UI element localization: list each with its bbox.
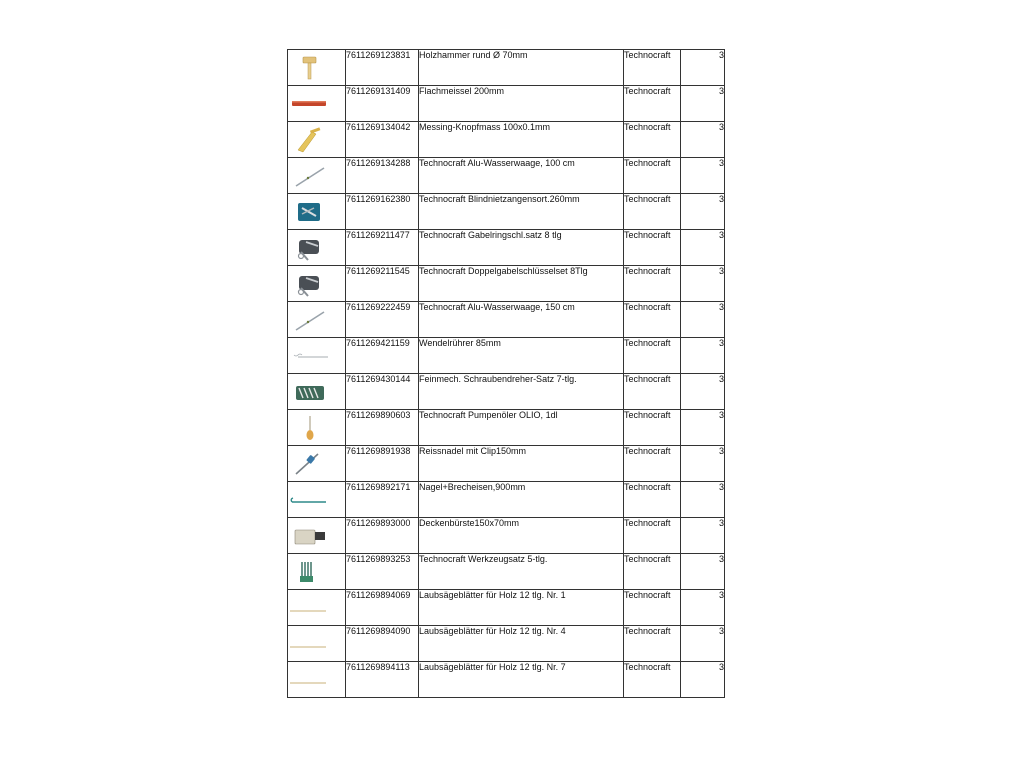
description-text: Deckenbürste150x70mm xyxy=(419,518,520,528)
brand-cell xyxy=(624,266,681,302)
ean-text: 7611269134042 xyxy=(346,122,411,132)
ean-text: 7611269892171 xyxy=(346,482,411,492)
brand-cell xyxy=(624,626,681,662)
table-row xyxy=(288,662,725,698)
ean-text: 7611269894113 xyxy=(346,662,410,672)
table-row xyxy=(288,86,725,122)
quantity-cell xyxy=(681,158,725,194)
table-row xyxy=(288,590,725,626)
brand-text: Technocraft xyxy=(624,230,671,240)
description-cell xyxy=(419,662,624,698)
quantity-cell xyxy=(681,230,725,266)
ean-text: 7611269894069 xyxy=(346,590,411,600)
description-cell xyxy=(419,230,624,266)
brand-text: Technocraft xyxy=(624,590,671,600)
brand-cell xyxy=(624,86,681,122)
flat-chisel-icon xyxy=(288,86,345,122)
table-row xyxy=(288,158,725,194)
product-image-cell xyxy=(288,230,346,266)
ean-text: 7611269893253 xyxy=(346,554,411,564)
ean-text: 7611269211545 xyxy=(346,266,410,276)
quantity-text: 3 xyxy=(718,662,724,672)
brand-text: Technocraft xyxy=(624,626,671,636)
ean-cell xyxy=(346,266,419,302)
table-row xyxy=(288,338,725,374)
ean-text: 7611269123831 xyxy=(346,50,411,60)
brand-cell xyxy=(624,590,681,626)
brand-cell xyxy=(624,446,681,482)
description-text: Messing-Knopfmass 100x0.1mm xyxy=(419,122,551,132)
screwdriver-set-icon xyxy=(288,374,345,410)
brand-text: Technocraft xyxy=(624,266,671,276)
brand-cell xyxy=(624,662,681,698)
ean-cell xyxy=(346,374,419,410)
scriber-icon xyxy=(288,446,345,482)
product-image-cell xyxy=(288,374,346,410)
brand-text: Technocraft xyxy=(624,158,671,168)
product-image-cell xyxy=(288,158,346,194)
brand-cell xyxy=(624,374,681,410)
quantity-text: 3 xyxy=(718,446,724,456)
product-image-cell xyxy=(288,626,346,662)
description-cell xyxy=(419,590,624,626)
brand-cell xyxy=(624,554,681,590)
description-cell xyxy=(419,302,624,338)
table-row xyxy=(288,410,725,446)
quantity-cell xyxy=(681,122,725,158)
wrench-set-icon xyxy=(288,230,345,266)
table-row xyxy=(288,194,725,230)
table-row xyxy=(288,374,725,410)
ean-cell xyxy=(346,302,419,338)
description-cell xyxy=(419,86,624,122)
ean-cell xyxy=(346,122,419,158)
table-row xyxy=(288,446,725,482)
description-cell xyxy=(419,122,624,158)
quantity-cell xyxy=(681,482,725,518)
description-cell xyxy=(419,158,624,194)
saw-blade-icon xyxy=(288,626,345,662)
description-cell xyxy=(419,50,624,86)
ean-cell xyxy=(346,554,419,590)
table-row xyxy=(288,230,725,266)
quantity-cell xyxy=(681,50,725,86)
ean-text: 7611269890603 xyxy=(346,410,411,420)
wrench-set-icon xyxy=(288,266,345,302)
description-cell xyxy=(419,482,624,518)
quantity-cell xyxy=(681,554,725,590)
brand-cell xyxy=(624,482,681,518)
description-text: Holzhammer rund Ø 70mm xyxy=(419,50,528,60)
quantity-cell xyxy=(681,626,725,662)
description-text: Technocraft Pumpenöler OLIO, 1dl xyxy=(419,410,558,420)
brand-cell xyxy=(624,230,681,266)
ean-text: 7611269131409 xyxy=(346,86,411,96)
quantity-text: 3 xyxy=(718,518,724,528)
ean-cell xyxy=(346,230,419,266)
description-text: Reissnadel mit Clip150mm xyxy=(419,446,527,456)
quantity-text: 3 xyxy=(718,302,724,312)
rivet-plier-case-icon xyxy=(288,194,345,230)
brand-cell xyxy=(624,158,681,194)
quantity-text: 3 xyxy=(718,626,724,636)
description-text: Technocraft Gabelringschl.satz 8 tlg xyxy=(419,230,562,240)
ean-text: 7611269893000 xyxy=(346,518,411,528)
crowbar-icon xyxy=(288,482,345,518)
table-row xyxy=(288,302,725,338)
ean-text: 7611269891938 xyxy=(346,446,411,456)
brand-text: Technocraft xyxy=(624,518,671,528)
brand-cell xyxy=(624,518,681,554)
brand-text: Technocraft xyxy=(624,122,671,132)
description-text: Technocraft Alu-Wasserwaage, 100 cm xyxy=(419,158,575,168)
saw-blade-icon xyxy=(288,590,345,626)
brand-text: Technocraft xyxy=(624,302,671,312)
quantity-text: 3 xyxy=(718,482,724,492)
quantity-text: 3 xyxy=(718,50,724,60)
caliper-icon xyxy=(288,122,345,158)
quantity-cell xyxy=(681,590,725,626)
wooden-hammer-icon xyxy=(288,50,345,86)
ean-text: 7611269430144 xyxy=(346,374,411,384)
description-text: Laubsägeblätter für Holz 12 tlg. Nr. 4 xyxy=(419,626,566,636)
product-image-cell xyxy=(288,122,346,158)
quantity-text: 3 xyxy=(718,230,724,240)
description-text: Technocraft Alu-Wasserwaage, 150 cm xyxy=(419,302,575,312)
product-image-cell xyxy=(288,482,346,518)
brand-cell xyxy=(624,122,681,158)
quantity-cell xyxy=(681,662,725,698)
description-cell xyxy=(419,338,624,374)
brand-text: Technocraft xyxy=(624,374,671,384)
ceiling-brush-icon xyxy=(288,518,345,554)
product-image-cell xyxy=(288,338,346,374)
description-text: Technocraft Werkzeugsatz 5-tlg. xyxy=(419,554,548,564)
brand-text: Technocraft xyxy=(624,446,671,456)
description-cell xyxy=(419,410,624,446)
quantity-text: 3 xyxy=(718,374,724,384)
product-image-cell xyxy=(288,302,346,338)
ean-cell xyxy=(346,338,419,374)
brand-text: Technocraft xyxy=(624,86,671,96)
quantity-text: 3 xyxy=(718,86,724,96)
saw-blade-icon xyxy=(288,662,345,698)
ean-cell xyxy=(346,410,419,446)
description-text: Technocraft Doppelgabelschlüsselset 8Tlg xyxy=(419,266,588,276)
ean-cell xyxy=(346,158,419,194)
quantity-text: 3 xyxy=(718,266,724,276)
table-row xyxy=(288,554,725,590)
product-image-cell xyxy=(288,266,346,302)
quantity-cell xyxy=(681,446,725,482)
ean-cell xyxy=(346,662,419,698)
ean-text: 7611269162380 xyxy=(346,194,411,204)
inventory-table-body xyxy=(288,50,725,698)
quantity-text: 3 xyxy=(718,410,724,420)
quantity-cell xyxy=(681,266,725,302)
ean-cell xyxy=(346,590,419,626)
quantity-cell xyxy=(681,86,725,122)
ean-text: 7611269134288 xyxy=(346,158,411,168)
product-image-cell xyxy=(288,86,346,122)
quantity-text: 3 xyxy=(718,590,724,600)
description-text: Feinmech. Schraubendreher-Satz 7-tlg. xyxy=(419,374,577,384)
table-row xyxy=(288,626,725,662)
ean-cell xyxy=(346,518,419,554)
quantity-text: 3 xyxy=(718,338,724,348)
ean-text: 7611269211477 xyxy=(346,230,410,240)
product-image-cell xyxy=(288,590,346,626)
brand-text: Technocraft xyxy=(624,410,671,420)
brand-text: Technocraft xyxy=(624,482,671,492)
brand-text: Technocraft xyxy=(624,338,671,348)
tool-set-icon xyxy=(288,554,345,590)
quantity-cell xyxy=(681,302,725,338)
quantity-text: 3 xyxy=(718,158,724,168)
quantity-cell xyxy=(681,338,725,374)
oil-can-icon xyxy=(288,410,345,446)
ean-text: 7611269222459 xyxy=(346,302,411,312)
description-cell xyxy=(419,626,624,662)
ean-cell xyxy=(346,86,419,122)
product-image-cell xyxy=(288,554,346,590)
spirit-level-icon xyxy=(288,158,345,194)
spirit-level-icon xyxy=(288,302,345,338)
description-cell xyxy=(419,266,624,302)
ean-cell xyxy=(346,626,419,662)
description-text: Laubsägeblätter für Holz 12 tlg. Nr. 7 xyxy=(419,662,566,672)
brand-cell xyxy=(624,410,681,446)
product-image-cell xyxy=(288,194,346,230)
ean-cell xyxy=(346,446,419,482)
quantity-text: 3 xyxy=(718,194,724,204)
product-image-cell xyxy=(288,50,346,86)
table-row xyxy=(288,518,725,554)
table-row xyxy=(288,482,725,518)
quantity-cell xyxy=(681,194,725,230)
quantity-cell xyxy=(681,374,725,410)
table-row xyxy=(288,50,725,86)
product-image-cell xyxy=(288,446,346,482)
quantity-text: 3 xyxy=(718,554,724,564)
description-cell xyxy=(419,374,624,410)
quantity-text: 3 xyxy=(718,122,724,132)
product-image-cell xyxy=(288,410,346,446)
table-row xyxy=(288,266,725,302)
description-text: Laubsägeblätter für Holz 12 tlg. Nr. 1 xyxy=(419,590,566,600)
brand-text: Technocraft xyxy=(624,194,671,204)
product-image-cell xyxy=(288,518,346,554)
description-text: Technocraft Blindnietzangensort.260mm xyxy=(419,194,580,204)
quantity-cell xyxy=(681,518,725,554)
product-image-cell xyxy=(288,662,346,698)
description-cell xyxy=(419,194,624,230)
brand-cell xyxy=(624,50,681,86)
quantity-cell xyxy=(681,410,725,446)
ean-text: 7611269894090 xyxy=(346,626,411,636)
table-row xyxy=(288,122,725,158)
ean-cell xyxy=(346,482,419,518)
brand-cell xyxy=(624,194,681,230)
ean-text: 7611269421159 xyxy=(346,338,410,348)
ean-cell xyxy=(346,194,419,230)
description-cell xyxy=(419,554,624,590)
brand-text: Technocraft xyxy=(624,50,671,60)
paint-stirrer-icon xyxy=(288,338,345,374)
description-text: Wendelrührer 85mm xyxy=(419,338,501,348)
description-text: Flachmeissel 200mm xyxy=(419,86,505,96)
brand-cell xyxy=(624,338,681,374)
brand-cell xyxy=(624,302,681,338)
description-cell xyxy=(419,446,624,482)
ean-cell xyxy=(346,50,419,86)
inventory-table xyxy=(287,49,725,698)
brand-text: Technocraft xyxy=(624,662,671,672)
brand-text: Technocraft xyxy=(624,554,671,564)
description-cell xyxy=(419,518,624,554)
description-text: Nagel+Brecheisen,900mm xyxy=(419,482,526,492)
